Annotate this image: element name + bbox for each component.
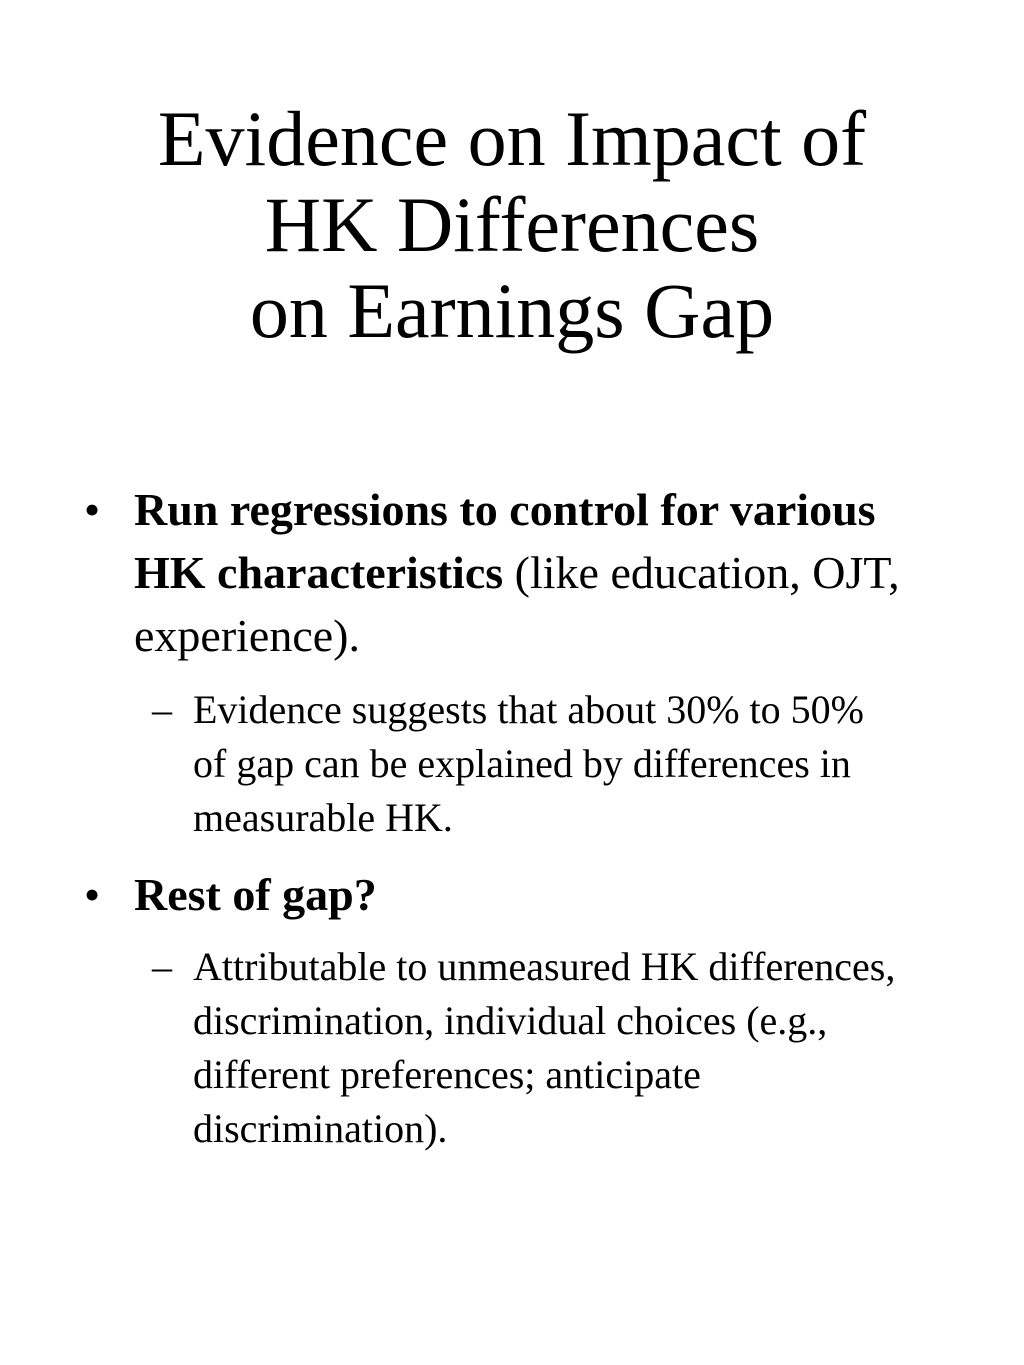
bullet-bold-text: Rest of gap? [134,869,377,920]
sub-bullet-text: Evidence suggests that about 30% to 50% of gap can be explained by differences in measurable HK. [193,687,864,840]
title-line-3: on Earnings Gap [249,267,775,354]
sub-bullet-evidence [0,683,1024,845]
sub-bullet-marker: – [152,687,172,732]
bullet-marker: • [84,484,101,535]
sub-bullet-attributable [0,940,1024,1156]
bullet-normal-text: (like education, OJT, experience). [134,547,900,661]
sub-bullet-text: Attributable to unmeasured HK differences, discrimination, individual choices (e.g., different preferences; anticipate discrimination). [193,944,896,1151]
bullet-bold-text: Run regressions to control for various HK characteristics [134,484,876,598]
title-line-2: HK Differences [264,181,760,268]
bullet-marker: • [84,869,101,920]
slide-title [60,96,964,354]
title-line-1: Evidence on Impact of [157,95,867,182]
bullet-run-regressions [0,478,1024,667]
bullet-list [0,478,1024,1156]
sub-bullet-marker: – [152,944,172,989]
bullet-rest-of-gap [0,863,1024,926]
